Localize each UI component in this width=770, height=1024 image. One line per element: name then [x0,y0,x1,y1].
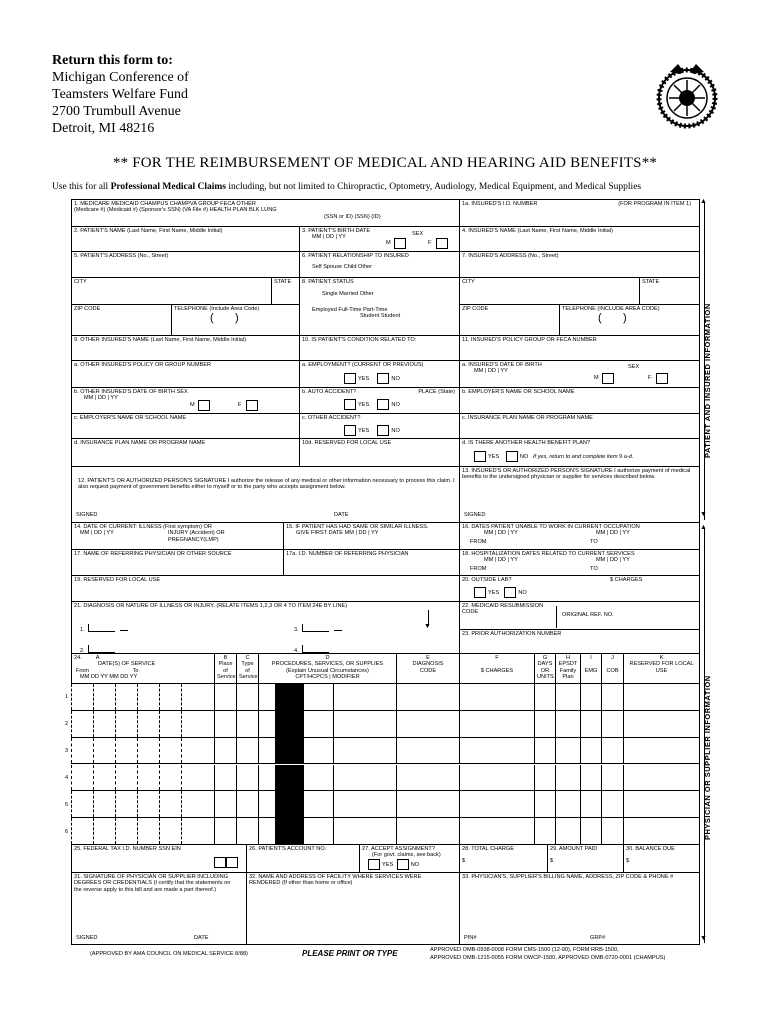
service-line-cell[interactable] [71,818,93,844]
form-title: ** FOR THE REIMBURSEMENT OF MEDICAL AND HEARING AID BENEFITS** [112,155,658,171]
item-26-account-no[interactable]: 26. PATIENT'S ACCOUNT NO. [246,845,359,873]
item-29-amount-paid[interactable]: 29. AMOUNT PAID $ [547,845,623,873]
item-27-accept-assignment[interactable]: 27. ACCEPT ASSIGNMENT? (For govt. claims, see back) YES NO [359,845,459,873]
item-3-birth-date[interactable]: 3. PATIENT'S BIRTH DATE MM | DD | YY SEX M F [299,227,459,252]
item-18-hospitalization[interactable]: 18. HOSPITALIZATION DATES RELATED TO CURRENT SERVICES MM | DD | YY MM | DD | YY FROM TO [459,550,699,576]
insured-zip[interactable]: ZIP CODE [459,305,559,336]
arrow-up-icon: ▲ [700,198,707,205]
service-line-cell[interactable] [396,818,459,844]
service-line-cell[interactable] [137,684,159,710]
service-line-cell[interactable] [236,818,258,844]
side-label-physician: PHYSICIAN OR SUPPLIER INFORMATION [703,675,712,840]
item-25-tax-id[interactable]: 25. FEDERAL TAX I.D. NUMBER SSN EIN [71,845,246,873]
insured-city[interactable]: CITY [459,278,639,305]
service-line-cell[interactable] [258,818,275,844]
service-line-cell[interactable] [181,738,214,764]
service-line-cell[interactable] [258,791,275,817]
service-line-cell[interactable] [459,791,534,817]
item-13-insured-signature[interactable]: 13. INSURED'S OR AUTHORIZED PERSON'S SIGNATURE I authorize payment of medical benefits to the undersigned physician or supplier for services described below. SIGNED [459,467,699,523]
service-line-number: 6 [65,828,69,835]
item-9c-employer[interactable]: c. EMPLOYER'S NAME OR SCHOOL NAME [71,414,299,439]
service-line-cell[interactable] [303,684,333,710]
service-line-cell[interactable] [601,711,623,737]
service-line-cell[interactable] [115,791,137,817]
item-6-relationship[interactable]: 6. PATIENT RELATIONSHIP TO INSURED Self Spouse Child Other [299,252,459,278]
item-9b-other-dob[interactable]: b. OTHER INSURED'S DATE OF BIRTH SEX MM | DD | YY M F [71,388,299,414]
service-line-cell[interactable] [601,791,623,817]
item-17-referring-physician[interactable]: 17. NAME OF REFERRING PHYSICIAN OR OTHER SOURCE [71,550,283,576]
item-31-physician-signature[interactable]: 31. SIGNATURE OF PHYSICIAN OR SUPPLIER INCLUDING DEGREES OR CREDENTIALS (I certify that the statements on the reverse apply to this bill and are made a part thereof.) SIGNED DATE [71,873,246,945]
service-line-cell[interactable] [459,818,534,844]
item-28-total-charge[interactable]: 28. TOTAL CHARGE $ [459,845,547,873]
service-line-cell[interactable] [333,765,396,791]
return-line-2: Teamsters Welfare Fund [52,87,189,102]
item-9-other-insured[interactable]: 9. OTHER INSURED'S NAME (Last Name, First Name, Middle Initial) [71,336,299,361]
service-line-cell[interactable] [580,684,601,710]
footer-omb-2: APPROVED OMB-1215-0055 FORM OWCP-1500, APPROVED OMB-0720-0001 (CHAMPUS) [430,955,666,961]
service-line-cell[interactable] [236,791,258,817]
service-line-cell[interactable] [71,684,93,710]
footer-omb-1: APPROVED OMB-0938-0008 FORM CMS-1500 (12-90), FORM RRB-1500, [430,947,619,953]
item-10b-auto-accident[interactable]: b. AUTO ACCIDENT? PLACE (State) YES NO [299,388,459,414]
service-line-row[interactable] [65,738,699,765]
service-line-cell[interactable] [71,738,93,764]
item-7-insured-address[interactable]: 7. INSURED'S ADDRESS (No., Street) [459,252,699,278]
item-5-patient-address[interactable]: 5. PATIENT'S ADDRESS (No., Street) [71,252,299,278]
item-14-date-current[interactable]: 14. DATE OF CURRENT: ILLNESS (First symptom) OR INJURY (Accident) OR PREGNANCY(LMP) MM | DD | YY [71,523,283,550]
service-line-cell[interactable] [555,738,580,764]
item-1-program[interactable]: 1. MEDICARE MEDICAID CHAMPUS CHAMPVA GROUP FECA OTHER (Medicare #) (Medicaid #) (Sponsor's SSN) (VA File #) HEALTH PLAN BLK LUNG (SSN or ID) (SSN) (ID) [71,200,459,227]
service-line-cell[interactable] [333,738,396,764]
col-24e-diagnosis: E DIAGNOSIS CODE [396,654,459,684]
service-line-cell[interactable] [115,818,137,844]
service-line-cell[interactable] [275,738,303,764]
service-line-cell[interactable] [137,765,159,791]
insured-state[interactable]: STATE [639,278,699,305]
insured-telephone[interactable]: TELEPHONE (INCLUDE AREA CODE) ( ) [559,305,699,336]
service-line-row[interactable] [65,684,699,711]
service-line-cell[interactable] [623,684,699,710]
return-heading: Return this form to: [52,53,173,68]
col-24f-charges: F $ CHARGES [459,654,534,684]
service-line-cell[interactable] [236,738,258,764]
service-line-cell[interactable] [115,765,137,791]
service-line-cell[interactable] [601,765,623,791]
service-line-cell[interactable] [181,791,214,817]
service-line-cell[interactable] [93,684,115,710]
service-line-row[interactable] [65,791,699,818]
service-line-cell[interactable] [115,738,137,764]
service-line-cell[interactable] [93,765,115,791]
col-24g-days: G DAYS OR UNITS [534,654,555,684]
teamsters-seal-logo [656,60,718,132]
item-17a-referring-id[interactable]: 17a. I.D. NUMBER OF REFERRING PHYSICIAN [283,550,459,576]
service-line-cell[interactable] [275,765,303,791]
service-line-cell[interactable] [236,711,258,737]
patient-zip[interactable]: ZIP CODE [71,305,171,336]
service-line-cell[interactable] [137,738,159,764]
service-line-cell[interactable] [214,765,236,791]
item-10d-reserved[interactable]: 10d. RESERVED FOR LOCAL USE [299,439,459,467]
col-24c-type: C Type of Service [236,654,258,684]
service-line-row[interactable] [65,765,699,792]
service-line-cell[interactable] [236,684,258,710]
patient-telephone[interactable]: TELEPHONE (Include Area Code) ( ) [171,305,299,336]
service-line-cell[interactable] [396,791,459,817]
footer-print-notice: PLEASE PRINT OR TYPE [302,949,398,958]
footer-ama: (APPROVED BY AMA COUNCIL ON MEDICAL SERVICE 8/88) [90,951,248,957]
item-33-billing[interactable]: 33. PHYSICIAN'S, SUPPLIER'S BILLING NAME, ADDRESS, ZIP CODE & PHONE # PIN# GRP# [459,873,699,945]
item-16-unable-to-work[interactable]: 16. DATES PATIENT UNABLE TO WORK IN CURRENT OCCUPATION MM | DD | YY MM | DD | YY FROM TO [459,523,699,550]
service-line-cell[interactable] [159,791,181,817]
service-line-cell[interactable] [159,684,181,710]
service-line-cell[interactable] [93,738,115,764]
service-line-cell[interactable] [159,818,181,844]
service-line-cell[interactable] [93,711,115,737]
usage-instructions: Use this for all Professional Medical Claims including, but not limited to Chiropractic, Optometry, Audiology, Medical Equipment, and Medical Supplies [52,182,642,192]
service-line-cell[interactable] [181,818,214,844]
service-line-cell[interactable] [459,765,534,791]
service-line-cell[interactable] [333,818,396,844]
col-24a-dates: 24. A DATE(S) OF SERVICE From To MM DD YY MM DD YY [71,654,214,684]
service-line-cell[interactable] [601,684,623,710]
service-line-number: 1 [65,694,69,701]
service-line-cell[interactable] [71,711,93,737]
item-22-resubmission[interactable]: 22. MEDICAID RESUBMISSION CODE ORIGINAL REF. NO. [459,602,699,630]
item-4-insured-name[interactable]: 4. INSURED'S NAME (Last Name, First Name, Middle Initial) [459,227,699,252]
service-line-row[interactable] [65,711,699,738]
service-line-cell[interactable] [623,711,699,737]
service-line-cell[interactable] [275,711,303,737]
service-line-cell[interactable] [137,711,159,737]
service-line-cell[interactable] [214,711,236,737]
service-line-cell[interactable] [580,818,601,844]
item-10a-employment[interactable]: a. EMPLOYMENT? (CURRENT OR PREVIOUS) YES NO [299,361,459,388]
service-line-cell[interactable] [303,711,333,737]
service-line-cell[interactable] [580,711,601,737]
item-21-diagnosis[interactable]: 21. DIAGNOSIS OR NATURE OF ILLNESS OR INJURY. (RELATE ITEMS 1,2,3 OR 4 TO ITEM 24E BY LINE) 1. 3. 2. 4. ▼ [71,602,459,654]
service-line-cell[interactable] [623,818,699,844]
service-line-cell[interactable] [459,738,534,764]
col-24b-place: B Place of Service [214,654,236,684]
col-24h-epsdt: H EPSDT Family Plan [555,654,580,684]
service-line-number: 4 [65,774,69,781]
service-line-cell[interactable] [71,791,93,817]
service-line-cell[interactable] [623,765,699,791]
service-line-cell[interactable] [623,791,699,817]
service-line-cell[interactable] [214,818,236,844]
service-line-cell[interactable] [159,738,181,764]
service-line-cell[interactable] [534,791,555,817]
col-24k-reserved: K RESERVED FOR LOCAL USE [623,654,699,684]
service-line-cell[interactable] [459,684,534,710]
service-line-cell[interactable] [459,711,534,737]
item-1a-insured-id[interactable]: 1a. INSURED'S I.D. NUMBER (FOR PROGRAM IN ITEM 1) [459,200,699,227]
service-line-cell[interactable] [137,791,159,817]
service-line-cell[interactable] [181,711,214,737]
service-line-cell[interactable] [396,765,459,791]
item-9d-plan-name[interactable]: d. INSURANCE PLAN NAME OR PROGRAM NAME [71,439,299,467]
service-line-cell[interactable] [601,818,623,844]
service-line-cell[interactable] [396,684,459,710]
service-line-cell[interactable] [333,711,396,737]
service-line-cell[interactable] [534,818,555,844]
service-line-cell[interactable] [159,765,181,791]
arrow-down-icon: ▼ [700,511,707,518]
service-line-row[interactable] [65,818,699,845]
service-line-cell[interactable] [303,765,333,791]
arrow-down-icon: ▼ [700,935,707,942]
service-line-cell[interactable] [623,738,699,764]
service-line-cell[interactable] [333,684,396,710]
service-line-cell[interactable] [115,711,137,737]
service-line-cell[interactable] [333,791,396,817]
claim-form [65,199,700,945]
patient-state[interactable]: STATE [271,278,299,305]
service-line-cell[interactable] [93,791,115,817]
service-line-cell[interactable] [258,711,275,737]
service-line-cell[interactable] [396,738,459,764]
arrow-up-icon: ▲ [700,524,707,531]
item-8-patient-status[interactable]: 8. PATIENT STATUS Single Married Other Employed Full-Time Part-Time Student Student [299,278,459,336]
item-10-condition: 10. IS PATIENT'S CONDITION RELATED TO: [299,336,459,361]
item-11a-insured-dob[interactable]: a. INSURED'S DATE OF BIRTH MM | DD | YY SEX M F [459,361,699,388]
service-line-cell[interactable] [534,765,555,791]
return-address [52,52,189,137]
item-30-balance-due[interactable]: 30. BALANCE DUE $ [623,845,699,873]
item-15-similar-illness[interactable]: 15. IF PATIENT HAS HAD SAME OR SIMILAR ILLNESS. GIVE FIRST DATE MM | DD | YY [283,523,459,550]
service-line-cell[interactable] [534,684,555,710]
item-11d-other-plan[interactable]: d. IS THERE ANOTHER HEALTH BENEFIT PLAN? YES NO If yes, return to and complete item 9 a-d. [459,439,699,467]
service-line-cell[interactable] [258,684,275,710]
service-line-cell[interactable] [214,791,236,817]
item-11c-plan-name[interactable]: c. INSURANCE PLAN NAME OR PROGRAM NAME [459,414,699,439]
service-line-cell[interactable] [580,791,601,817]
col-24i-emg: I EMG [580,654,601,684]
service-line-cell[interactable] [303,738,333,764]
service-line-cell[interactable] [534,711,555,737]
return-line-3: 2700 Trumbull Avenue [52,104,181,119]
service-line-cell[interactable] [555,711,580,737]
service-line-cell[interactable] [303,818,333,844]
item-19-reserved[interactable]: 19. RESERVED FOR LOCAL USE [71,576,459,602]
service-line-cell[interactable] [159,711,181,737]
return-line-4: Detroit, MI 48216 [52,121,155,136]
service-line-cell[interactable] [214,684,236,710]
service-line-cell[interactable] [580,765,601,791]
service-line-cell[interactable] [181,684,214,710]
service-line-cell[interactable] [71,765,93,791]
item-10c-other-accident[interactable]: c. OTHER ACCIDENT? YES NO [299,414,459,439]
service-line-cell[interactable] [396,711,459,737]
service-line-cell[interactable] [601,738,623,764]
service-line-cell[interactable] [115,684,137,710]
service-line-cell[interactable] [555,765,580,791]
item-11-policy-group[interactable]: 11. INSURED'S POLICY GROUP OR FECA NUMBER [459,336,699,361]
service-line-cell[interactable] [534,738,555,764]
service-line-cell[interactable] [236,765,258,791]
service-line-cell[interactable] [303,791,333,817]
service-line-cell[interactable] [555,818,580,844]
item-9a-policy[interactable]: a. OTHER INSURED'S POLICY OR GROUP NUMBER [71,361,299,388]
side-label-patient: PATIENT AND INSURED INFORMATION [703,303,712,458]
service-line-cell[interactable] [181,765,214,791]
service-line-number: 3 [65,748,69,755]
service-line-cell[interactable] [258,765,275,791]
service-line-cell[interactable] [93,818,115,844]
service-line-cell[interactable] [137,818,159,844]
service-line-cell[interactable] [214,738,236,764]
service-line-cell[interactable] [275,791,303,817]
item-2-patient-name[interactable]: 2. PATIENT'S NAME (Last Name, First Name, Middle Initial) [71,227,299,252]
item-32-facility[interactable]: 32. NAME AND ADDRESS OF FACILITY WHERE SERVICES WERE RENDERED (If other than home or office) [246,873,459,945]
service-line-cell[interactable] [555,684,580,710]
service-line-number: 5 [65,801,69,808]
service-line-cell[interactable] [258,738,275,764]
service-lines[interactable] [65,684,699,845]
service-line-cell[interactable] [555,791,580,817]
patient-city[interactable]: CITY [71,278,271,305]
service-line-cell[interactable] [275,818,303,844]
service-line-number: 2 [65,721,69,728]
item-20-outside-lab[interactable]: 20. OUTSIDE LAB? $ CHARGES YES NO [459,576,699,602]
col-24j-cob: J COB [601,654,623,684]
item-23-prior-auth[interactable]: 23. PRIOR AUTHORIZATION NUMBER [459,630,699,654]
item-12-patient-signature[interactable]: 12. PATIENT'S OR AUTHORIZED PERSON'S SIGNATURE I authorize the release of any medical or other information necessary to process this claim. I also request payment of government benefits either to myself or to the party who accepts assignment below. SIGNED DATE [71,467,459,523]
item-11b-employer[interactable]: b. EMPLOYER'S NAME OR SCHOOL NAME [459,388,699,414]
return-line-1: Michigan Conference of [52,70,189,85]
service-line-cell[interactable] [580,738,601,764]
col-24d-procedures: D PROCEDURES, SERVICES, OR SUPPLIES (Explain Unusual Circumstances) CPT/HCPCS | MODIFIER [258,654,396,684]
service-line-cell[interactable] [275,684,303,710]
